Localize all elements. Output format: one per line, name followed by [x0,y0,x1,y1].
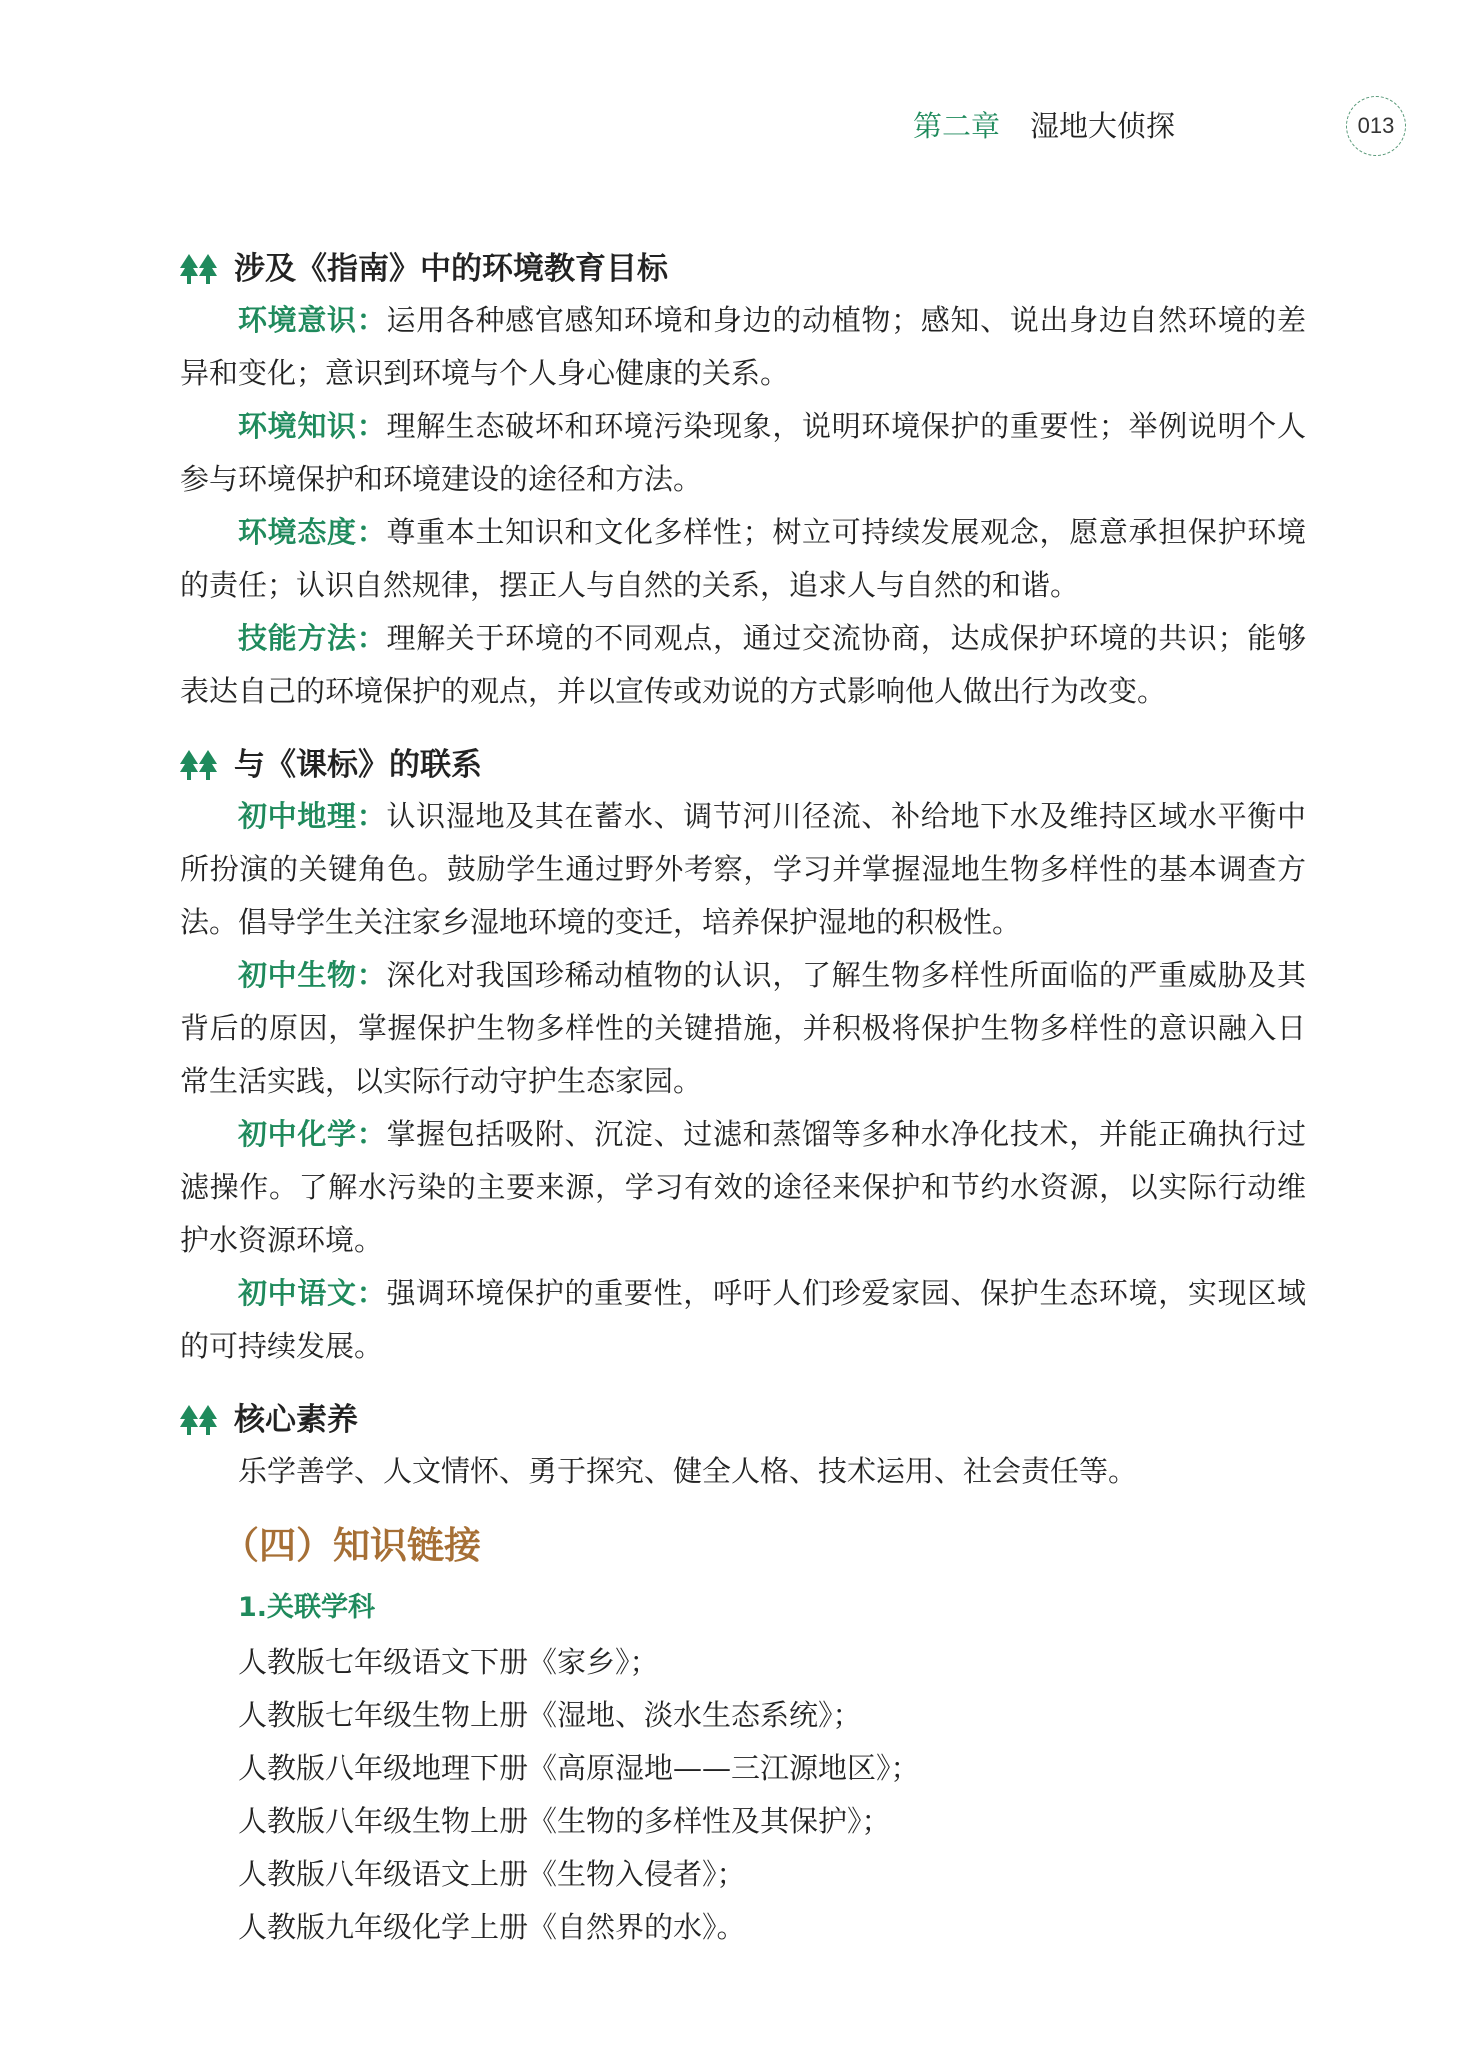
paragraph-text: 理解关于环境的不同观点，通过交流协商，达成保护环境的共识；能够表达自己的环境保护的观点，并以宣传或劝说的方式影响他人做出行为改变。 [180,621,1306,708]
tree-icon [180,750,218,780]
paragraph [180,506,1306,612]
section-heading-core: 核心素养 [180,1395,1306,1445]
paragraph-key: 初中生物： [238,958,387,992]
related-subjects-list [180,1636,1306,1954]
list-item: 人教版七年级生物上册《湿地、淡水生态系统》； [238,1698,862,1732]
paragraph-key: 初中化学： [238,1117,387,1151]
paragraph-text: 深化对我国珍稀动植物的认识，了解生物多样性所面临的严重威胁及其背后的原因，掌握保护生物多样性的关键措施，并积极将保护生物多样性的意识融入日常生活实践，以实际行动守护生态家园。 [180,958,1306,1098]
paragraph-text: 认识湿地及其在蓄水、调节河川径流、补给地下水及维持区域水平衡中所扮演的关键角色。鼓励学生通过野外考察，学习并掌握湿地生物多样性的基本调查方法。倡导学生关注家乡湿地环境的变迁，培养保护湿地的积极性。 [180,799,1306,939]
section-heading-guide: 涉及《指南》中的环境教育目标 [180,244,1306,294]
guide-paragraphs [180,294,1306,718]
list-item: 人教版八年级语文上册《生物入侵者》； [238,1857,746,1891]
section-heading-curriculum: 与《课标》的联系 [180,740,1306,790]
curriculum-paragraphs [180,790,1306,1373]
paragraph-key: 环境意识： [238,303,387,337]
core-literacy-text: 乐学善学、人文情怀、勇于探究、健全人格、技术运用、社会责任等。 [238,1454,1138,1488]
paragraph [180,790,1306,949]
tree-icon [180,254,218,284]
paragraph [180,1267,1306,1373]
paragraph [180,949,1306,1108]
paragraph-text: 掌握包括吸附、沉淀、过滤和蒸馏等多种水净化技术，并能正确执行过滤操作。了解水污染的主要来源，学习有效的途径来保护和节约水资源，以实际行动维护水资源环境。 [180,1117,1306,1257]
paragraph-key: 环境态度： [238,515,387,549]
paragraph-text: 尊重本土知识和文化多样性；树立可持续发展观念，愿意承担保护环境的责任；认识自然规律，摆正人与自然的关系，追求人与自然的和谐。 [180,515,1306,602]
paragraph-text: 理解生态破坏和环境污染现象，说明环境保护的重要性；举例说明个人参与环境保护和环境建设的途径和方法。 [180,409,1306,496]
paragraph-key: 初中地理： [238,799,387,833]
paragraph-text: 强调环境保护的重要性，呼吁人们珍爱家园、保护生态环境，实现区域的可持续发展。 [180,1276,1306,1363]
chapter-title: 湿地大侦探 [1029,109,1175,143]
paragraph [180,294,1306,400]
related-subjects-heading: 1.关联学科 [238,1592,376,1623]
list-item: 人教版七年级语文下册《家乡》； [238,1645,659,1679]
list-item: 人教版八年级地理下册《高原湿地——三江源地区》； [238,1751,920,1785]
paragraph [180,1108,1306,1267]
chapter-label: 第二章 [912,109,1000,143]
paragraph-key: 初中语文： [238,1276,387,1310]
paragraph-key: 环境知识： [238,409,387,443]
list-item: 人教版九年级化学上册《自然界的水》。 [238,1910,746,1944]
paragraph-key: 技能方法： [238,621,387,655]
paragraph [180,612,1306,718]
content [180,236,1306,1954]
running-header [913,104,1175,145]
list-item: 人教版八年级生物上册《生物的多样性及其保护》； [238,1804,891,1838]
page-number: 013 [1346,96,1406,156]
paragraph [180,400,1306,506]
paragraph-text: 运用各种感官感知环境和身边的动植物；感知、说出身边自然环境的差异和变化；意识到环境与个人身心健康的关系。 [180,303,1306,390]
knowledge-link-heading: （四）知识链接 [222,1523,481,1567]
tree-icon [180,1405,218,1435]
